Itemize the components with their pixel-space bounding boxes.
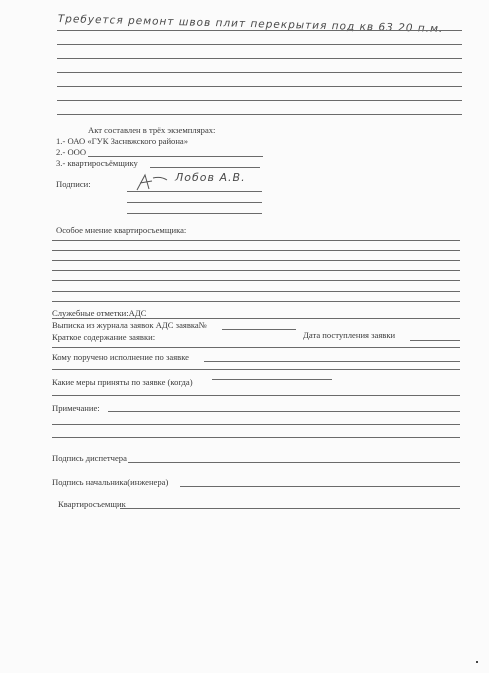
- copies-heading: Акт составлен в трёх экземплярах:: [88, 125, 216, 135]
- ruled-line: [127, 191, 262, 192]
- journal-extract-label: Выписка из журнала заявок АДС заявка№: [52, 320, 207, 330]
- ruled-line: [52, 301, 460, 302]
- copy-item-1: 1.- ОАО «ГУК Заснвжского района»: [56, 136, 189, 146]
- ruled-line: [108, 411, 460, 412]
- handwritten-repair-note: Требуется ремонт швов плит перекрытия под кв 63 20 п.м.: [57, 13, 444, 36]
- copy-item-3: 3.- квартиросъёмщику: [56, 158, 138, 168]
- scan-speck: [476, 661, 478, 663]
- ruled-line: [52, 437, 460, 438]
- assigned-to-label: Кому поручено исполнение по заявке: [52, 352, 189, 362]
- ruled-line: [52, 280, 460, 281]
- signature-scribble: [133, 172, 173, 192]
- ruled-line: [52, 318, 460, 319]
- ruled-line: [52, 291, 460, 292]
- service-marks-label: Служебные отметки:АДС: [52, 308, 147, 318]
- receipt-date-label: Дата поступления заявки: [303, 330, 396, 340]
- ruled-line: [57, 44, 462, 45]
- ruled-line: [52, 395, 460, 396]
- signatures-label: Подписи:: [56, 179, 91, 189]
- ruled-line: [52, 347, 460, 348]
- handwritten-signature-name: Лобов А.В.: [175, 171, 246, 184]
- ruled-line: [52, 369, 460, 370]
- note-label: Примечание:: [52, 403, 100, 413]
- ruled-line: [180, 486, 460, 487]
- ruled-line: [52, 260, 460, 261]
- ruled-line: [150, 167, 260, 168]
- ruled-line: [52, 250, 460, 251]
- summary-label: Краткое содержание заявки:: [52, 332, 156, 342]
- ruled-line: [127, 213, 262, 214]
- copy-item-2: 2.- ООО: [56, 147, 87, 157]
- ruled-line: [52, 270, 460, 271]
- ruled-line: [52, 424, 460, 425]
- ruled-line: [212, 379, 332, 380]
- ruled-line: [128, 462, 460, 463]
- ruled-line: [410, 340, 460, 341]
- ruled-line: [222, 329, 296, 330]
- ruled-line: [57, 58, 462, 59]
- ruled-line: [120, 508, 460, 509]
- ruled-line: [204, 361, 460, 362]
- ruled-line: [57, 114, 462, 115]
- dispatcher-signature-label: Подпись диспетчера: [52, 453, 127, 463]
- ruled-line: [57, 30, 462, 31]
- ruled-line: [57, 100, 462, 101]
- chief-signature-label: Подпись начальника(инженера): [52, 477, 169, 487]
- ruled-line: [57, 86, 462, 87]
- ruled-line: [88, 156, 263, 157]
- ruled-line: [57, 72, 462, 73]
- ruled-line: [52, 240, 460, 241]
- tenant-label: Квартиросъемщик: [58, 499, 126, 509]
- tenant-opinion-label: Особое мнение квартиросъемщика:: [56, 225, 187, 235]
- measures-label: Какие меры приняты по заявке (когда): [52, 377, 193, 387]
- ruled-line: [127, 202, 262, 203]
